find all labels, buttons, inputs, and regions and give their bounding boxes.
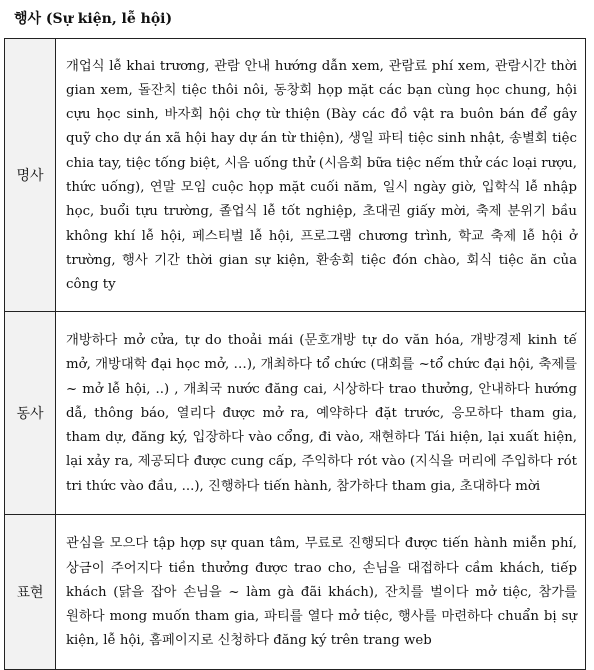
- row-label-nouns: 명사: [5, 39, 56, 312]
- section-title: 행사 (Sự kiện, lễ hội): [14, 11, 173, 27]
- table-row-nouns: [5, 39, 586, 312]
- row-content-expressions: 관심을 모으다 tập hợp sự quan tâm, 무료로 진행되다 được tiến hành miễn phí, 상금이 주어지다 tiền thưởng được trao cho, 손님을 대접하다 cầm khách, tiếp khách (닭을 잡아 손님을 ~ làm gà đãi khách), 잔치를 벌이다 mở tiệc, 참가를 원하다 mong muốn tham gia, 파티를 열다 mở tiệc, 행사를 마련하다 chuẩn bị sự kiện, lễ hội, 홈페이지로 신청하다 đăng ký trên trang web: [56, 515, 586, 670]
- row-content-verbs: 개방하다 mở cửa, tự do thoải mái (문호개방 tự do văn hóa, 개방경제 kinh tế mở, 개방대학 đại học mở, …), 개최하다 tổ chức (대회를 ~tổ chức đại hội, 축제를 ~ mở lễ hội, ..) , 개최국 nước đăng cai, 시상하다 trao thưởng, 안내하다 hướng dẫ, thông báo, 열리다 được mở ra, 예약하다 đặt trước, 응모하다 tham gia, tham dự, đăng ký, 입장하다 vào cổng, đi vào, 재현하다 Tái hiện, lại xuất hiện, lại xảy ra, 제공되다 được cung cấp, 주익하다 rót vào (지식을 머리에 주입하다 rót tri thức vào đầu, ...), 진행하다 tiến hành, 참가하다 tham gia, 초대하다 mời: [56, 312, 586, 515]
- row-label-verbs: 동사: [5, 312, 56, 515]
- row-content-nouns: 개업식 lễ khai trương, 관람 안내 hướng dẫn xem, 관람료 phí xem, 관람시간 thời gian xem, 돌잔치 tiệc thôi nôi, 동창회 họp mặt các bạn cùng học chung, hội cựu học sinh, 바자회 hội chợ từ thiện (Bày các đồ vật ra buôn bán để gây quỹ cho dự án xã hội hay dự án từ thiện), 생일 파티 tiệc sinh nhật, 송별회 tiệc chia tay, tiệc tống biệt, 시음 uống thử (시음회 bữa tiệc nếm thử các loại rượu, thức uống), 연말 모임 cuộc họp mặt cuối năm, 일시 ngày giờ, 입학식 lễ nhập học, buổi tựu trường, 졸업식 lễ tốt nghiệp, 초대권 giấy mời, 축제 분위기 bầu không khí lễ hội, 페스티벌 lễ hội, 프로그램 chương trình, 학교 축제 lễ hội ở trường, 행사 기간 thời gian sự kiện, 환송회 tiệc đón chào, 회식 tiệc ăn của công ty: [56, 39, 586, 312]
- table-row-verbs: [5, 312, 586, 515]
- vocabulary-table: [4, 38, 586, 670]
- table-row-expressions: [5, 515, 586, 670]
- row-label-expressions: 표현: [5, 515, 56, 670]
